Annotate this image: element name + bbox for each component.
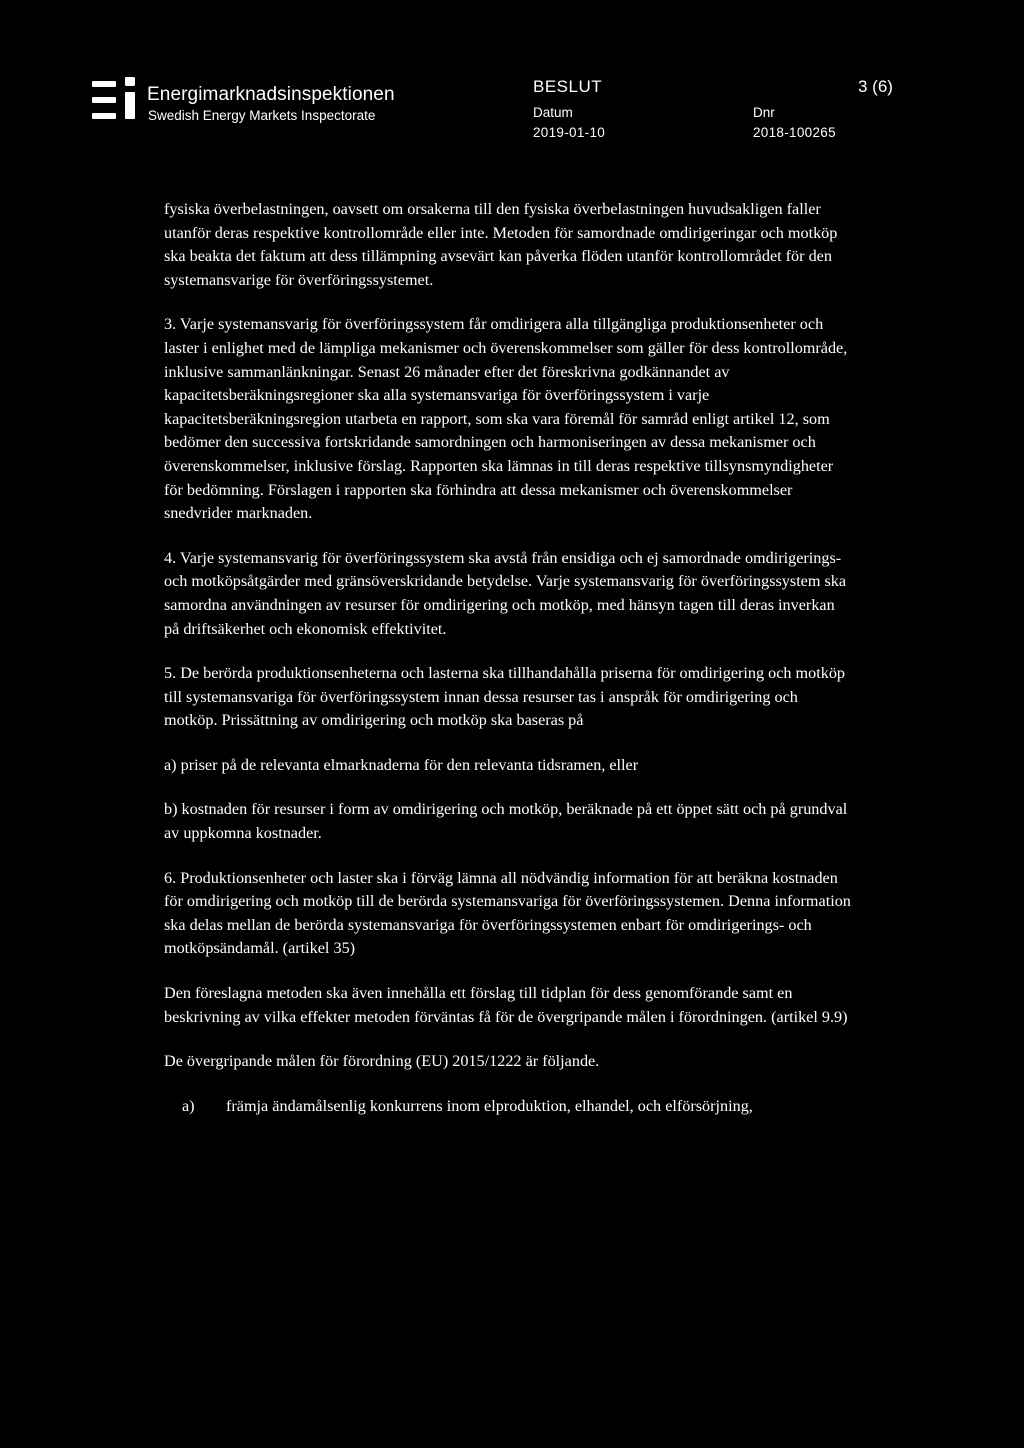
registration-number-label: Dnr — [753, 105, 775, 120]
paragraph: 4. Varje systemansvarig för överföringssystem ska avstå från ensidiga och ej samordnade omdirigerings- och motköpsåtgärder med gränsöverskridande betydelse. Varje systemansvarig för överföringssystem ska samordna användningen av resurser för omdirigering och motköp, med hänsyn tagen till deras inverkan på driftsäkerhet och ekonomisk effektivitet. — [164, 548, 847, 638]
document-type: BESLUT — [533, 77, 603, 96]
goals-list — [164, 1095, 854, 1119]
paragraph: b) kostnaden för resurser i form av omdirigering och motköp, beräknade på ett öppet sätt och på grundval av uppkomna kostnader. — [164, 800, 848, 843]
paragraph: 5. De berörda produktionsenheterna och lasterna ska tillhandahålla priserna för omdirigering och motköp till systemansvariga för överföringssystem innan dessa resurser tas i anspråk för omdirigering och motköp. Prissättning av omdirigering och motköp ska baseras på — [164, 664, 846, 730]
list-item-text: främja ändamålsenlig konkurrens inom elproduktion, elhandel, och elförsörjning, — [226, 1096, 753, 1115]
paragraph: a) priser på de relevanta elmarknaderna för den relevanta tidsramen, eller — [164, 755, 639, 774]
body-text — [164, 198, 854, 1118]
paragraph: fysiska överbelastningen, oavsett om orsakerna till den fysiska överbelastningen huvudsakligen faller utanför deras respektive kontrollområde eller inte. Metoden för samordnade omdirigeringar och motköp ska beakta det faktum att dess tillämpning avsevärt kan påverka flöden utanför kontrollområdet för den systemansvarige för överföringssystemet. — [164, 200, 838, 289]
page-number: 3 (6) — [858, 77, 893, 96]
list-item — [182, 1095, 854, 1119]
paragraph: 3. Varje systemansvarig för överföringssystem får omdirigera alla tillgängliga produktionsenheter och laster i enlighet med de lämpliga mekanismer och överenskommelser som gäller för dess kontrollområde, inklusive sammanlänkningar. Senast 26 månader efter det föreskrivna godkännandet av kapacitetsberäkningsregioner ska alla systemansvariga för överföringssystem i varje kapacitetsberäkningsregion utarbeta en rapport, som ska vara föremål för samråd enligt artikel 12, som bedömer den successiva fortskridande samordningen och harmoniseringen av dessa mekanismer och överenskommelser, inklusive förslag. Rapporten ska lämnas in till deras respektive tillsynsmyndigheter för bedömning. Förslagen i rapporten ska förhindra att dessa mekanismer och överenskommelser snedvrider marknaden. — [164, 315, 848, 523]
paragraph: 6. Produktionsenheter och laster ska i förväg lämna all nödvändig information för att beräkna kostnaden för omdirigering och motköp till de berörda systemansvariga för överföringssystemen. Denna information ska delas mellan de berörda systemansvariga för överföringssystemen enbart för omdirigerings- och motköpsändamål. (artikel 35) — [164, 868, 851, 958]
date-label: Datum — [533, 105, 573, 120]
list-item-marker: a) — [182, 1096, 195, 1115]
registration-number-value: 2018-100265 — [753, 125, 836, 140]
organization-name: Energimarknadsinspektionen — [147, 84, 395, 105]
date-value: 2019-01-10 — [533, 125, 606, 140]
ei-logo-icon — [92, 77, 136, 123]
organization-subtitle: Swedish Energy Markets Inspectorate — [148, 108, 376, 123]
paragraph: Den föreslagna metoden ska även innehålla ett förslag till tidplan för dess genomförande samt en beskrivning av vilka effekter metoden förväntas få för de övergripande målen i förordningen. (artikel 9.9) — [164, 984, 848, 1026]
paragraph: De övergripande målen för förordning (EU) 2015/1222 är följande. — [164, 1052, 600, 1071]
